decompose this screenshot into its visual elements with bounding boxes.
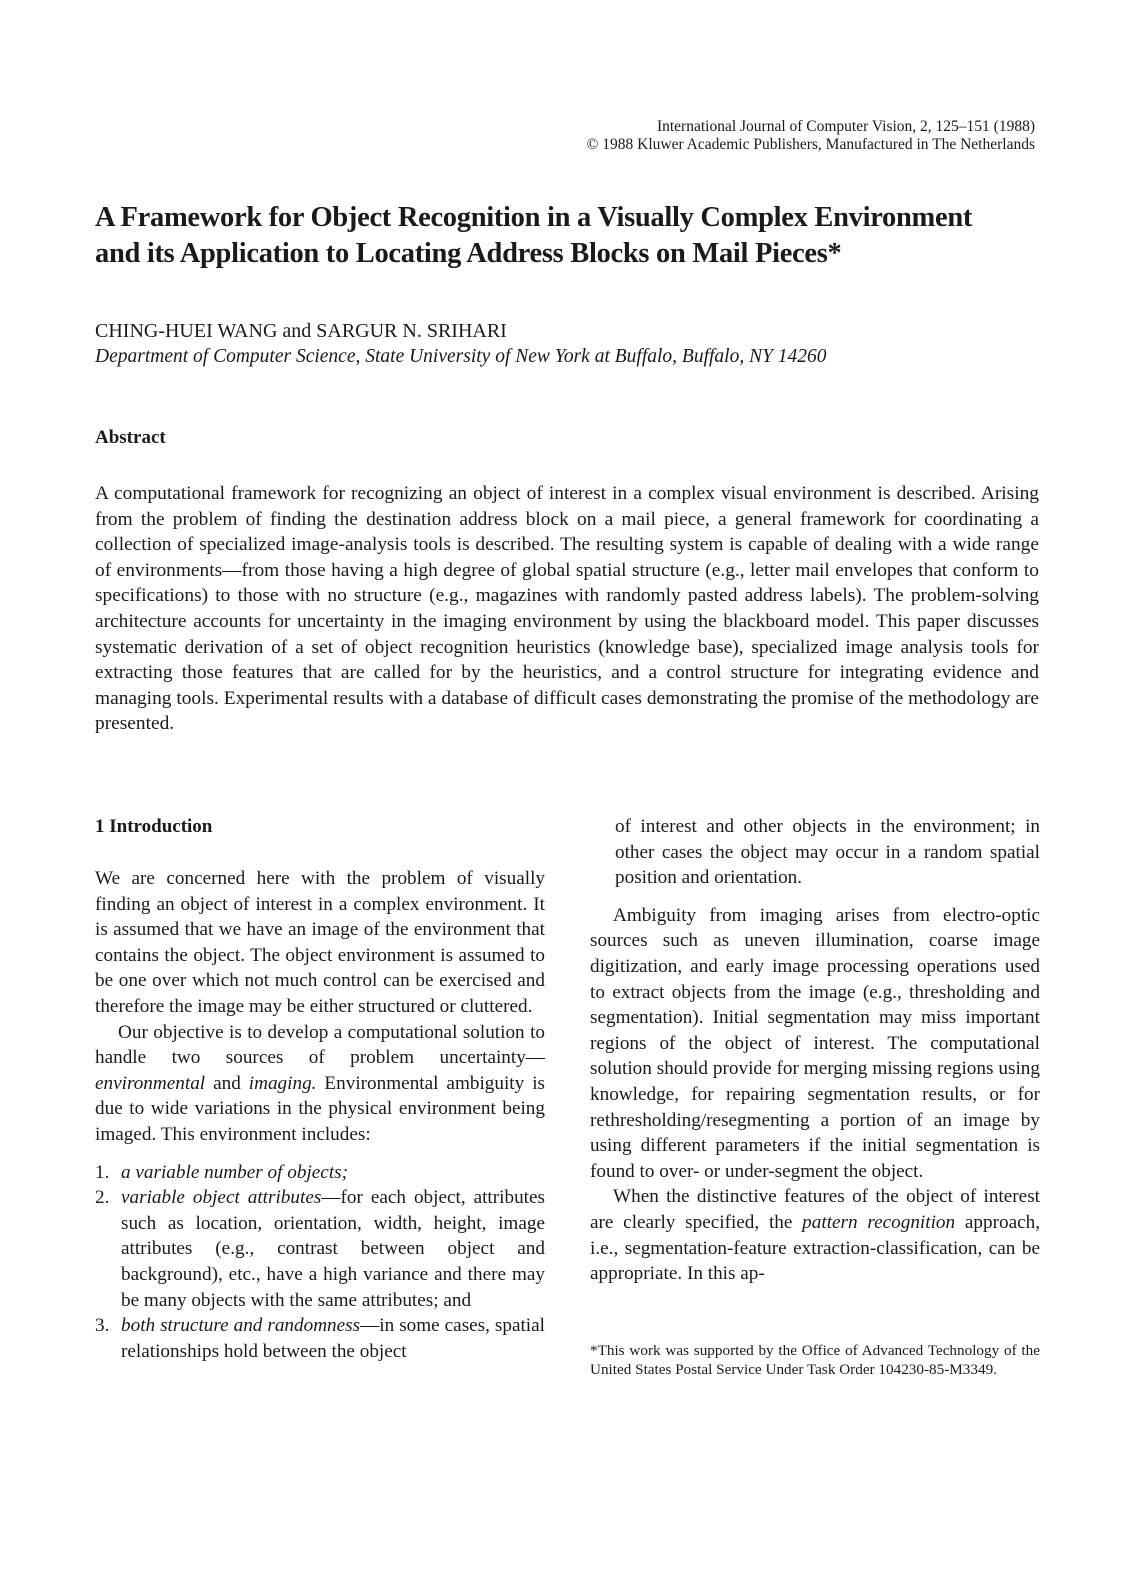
list-number: 2. — [95, 1187, 110, 1209]
list-number: 3. — [95, 1315, 110, 1337]
intro-paragraph-2 — [95, 1020, 545, 1148]
title-line-2: and its Application to Locating Address Blocks on Mail Pieces* — [95, 238, 842, 269]
p2-emphasis-imaging: imaging. — [248, 1072, 317, 1094]
title-line-1: A Framework for Object Recognition in a Visually Complex Environment — [95, 202, 973, 233]
p2-emphasis-environmental: environmental — [95, 1072, 206, 1094]
authors: CHING-HUEI WANG and SARGUR N. SRIHARI — [95, 320, 507, 342]
list-item-emphasis: both structure and randomness — [121, 1315, 361, 1337]
p2-text-a: Our objective is to develop a computational solution to handle two sources of problem uncertainty— — [95, 1021, 545, 1069]
environment-list — [95, 1160, 545, 1365]
section-heading-introduction: 1 Introduction — [95, 816, 213, 837]
p4-emphasis: pattern recognition — [802, 1211, 956, 1233]
left-column — [95, 814, 545, 1364]
list-item — [95, 1160, 545, 1186]
list-number: 1. — [95, 1161, 110, 1183]
journal-info — [587, 118, 1035, 154]
intro-paragraph-3: Ambiguity from imaging arises from electro-optic sources such as uneven illumination, coarse image digitization, and early image processing operations used to extract objects from the image (e.g., thresholding and segmentation). Initial segmentation may miss important regions of the object of interest. The computational solution should provide for merging missing regions using knowledge, for repairing segmentation results, or for rethresholding/resegmenting a portion of an image by using different parameters if the initial segmentation is found to over- or under-segment the object. — [590, 904, 1040, 1182]
list-item-text: —for each object, attributes such as location, orientation, width, height, image attributes (e.g., contrast between object and background), etc., have a high variance and there may be many objects with the same attributes; and — [121, 1187, 545, 1311]
affiliation: Department of Computer Science, State University of New York at Buffalo, Buffalo, NY 14260 — [95, 346, 827, 367]
right-column — [590, 814, 1040, 1379]
abstract-text: A computational framework for recognizing an object of interest in a complex visual environment is described. Arising from the problem of finding the destination address block on a mail piece, a general framework for coordinating a collection of specialized image-analysis tools is described. The resulting system is capable of dealing with a wide range of environments—from those having a high degree of global spatial structure (e.g., letter mail envelopes that conform to specifications) to those with no structure (e.g., magazines with randomly pasted address labels). The problem-solving architecture accounts for uncertainty in the imaging environment by using the blackboard model. This paper discusses systematic derivation of a set of object recognition heuristics (knowledge base), specialized image analysis tools for extracting those features that are called for by the heuristics, and a control structure for integrating evidence and managing tools. Experimental results with a database of difficult cases demonstrating the promise of the methodology are presented. — [95, 483, 1039, 735]
intro-paragraph-4 — [590, 1184, 1040, 1286]
list-item-emphasis: variable object attributes — [121, 1187, 322, 1209]
journal-citation: International Journal of Computer Vision, 2, 125–151 (1988) — [656, 118, 1035, 135]
copyright-line: © 1988 Kluwer Academic Publishers, Manufactured in The Netherlands — [586, 136, 1035, 153]
intro-paragraph-1: We are concerned here with the problem of visually finding an object of interest in a complex environment. It is assumed that we have an image of the environment that contains the object. The object environment is assumed to be one over which not much control can be exercised and therefore the image may be either structured or cluttered. — [95, 868, 545, 1017]
paper-title — [95, 200, 1055, 272]
p4-text-b: approach, i.e., segmentation-feature extraction-classification, can be appropriate. In this ap- — [590, 1211, 1040, 1285]
p4-text-a: When the distinctive features of the object of interest are clearly specified, the — [590, 1186, 1040, 1233]
p2-text-c: Environmental ambiguity is due to wide variations in the physical environment being imaged. This environment includes: — [95, 1072, 545, 1145]
list-item-emphasis: a variable number of objects; — [121, 1161, 349, 1183]
list-item — [95, 1185, 545, 1313]
list-item: 3. both structure and randomness—in some cases, spatial relationships hold between the object — [95, 1313, 545, 1364]
list-item-3-continuation: of interest and other objects in the environment; in other cases the object may occur in a random spatial position and orientation. — [615, 816, 1040, 889]
abstract-heading: Abstract — [95, 427, 166, 448]
p2-text-b: and — [205, 1072, 249, 1094]
footnote: *This work was supported by the Office of Advanced Technology of the United States Postal Service Under Task Order 104230-85-M3349. — [590, 1341, 1040, 1378]
